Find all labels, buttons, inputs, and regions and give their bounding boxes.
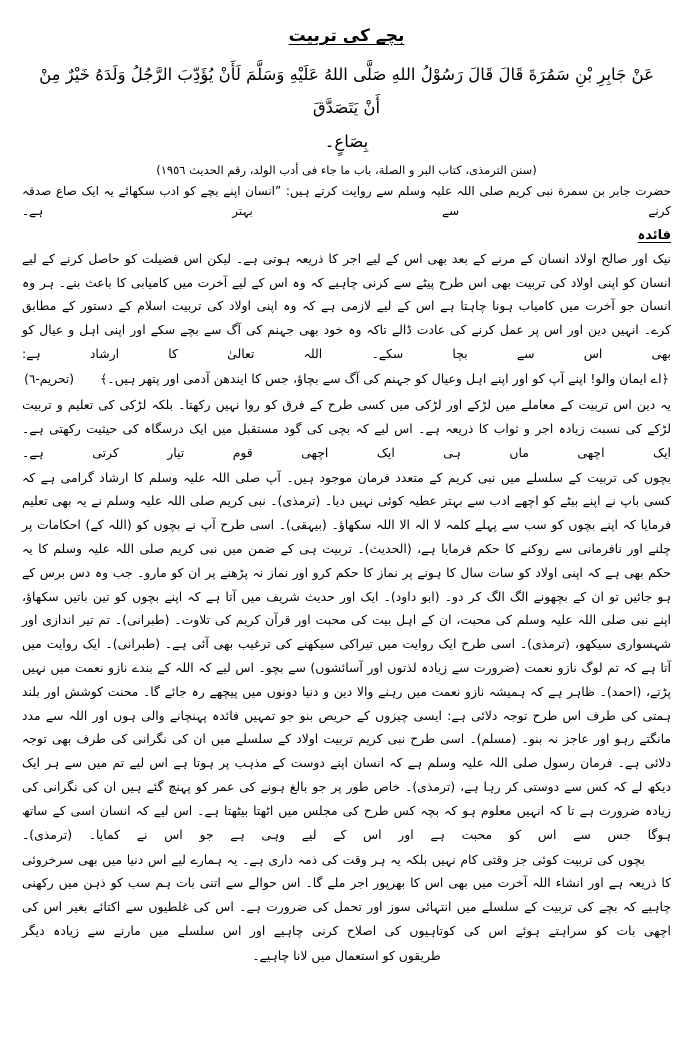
body-paragraph-1: نیک اور صالح اولاد انسان کے مرنے کے بعد بھی اس کے لیے اجر کا ذریعہ ہوتی ہے۔ لیکن اس فضیلت کو حاصل کرنے کے لیے انسان کو اپنی اولاد کی تربیت بھی اس طرح پیٹے سے کرنی چاہیے کہ وہ اس کے لیے آخرت میں کامیابی کا باعث بنے۔ ہر وہ انسان جو آخرت میں کامیاب ہونا چاہتا ہے اس کے لیے لازمی ہے کہ وہ اپنی اولاد کی تربیت اسلام کے دستور کے مطابق کرے۔ انہیں دین اور اس پر عمل کرنے کی عادت ڈالے تاکہ وہ خود بھی جہنم کی آگ سے بچے سکے اور اپنی اہل و عیال کو بھی اس سے بچا سکے۔ اللہ تعالیٰ کا ارشاد ہے: [22, 250, 671, 362]
body-paragraph-2: یہ دین اس تربیت کے معاملے میں لڑکے اور لڑکی میں کسی طرح کے فرق کو روا نہیں رکھتا۔ بلکہ لڑکی کی تعلیم و تربیت لڑکے کی نسبت زیادہ اجر و ثواب کا ذریعہ ہے۔ اس لیے کہ بچی کی گود مستقبل میں ایک درسگاہ کی حیثیت رکھتی ہے۔ ایک اچھی ماں ہی ایک اچھی قوم تیار کرتی ہے۔ [22, 397, 671, 460]
hadith-arabic-line-1: عَنْ جَابِرِ بْنِ سَمُرَةَ قَالَ قَالَ رَسُوْلُ اللهِ صَلَّى اللهُ عَلَيْهِ وَسَلَّمَ لَأَنْ يُؤَدِّبَ الرَّجُلُ وَلَدَهُ خَيْرٌ مِنْ أَنْ يَتَصَدَّقَ [39, 64, 654, 117]
body-paragraph-3: بچوں کی تربیت کے سلسلے میں نبی کریم کے متعدد فرمان موجود ہیں۔ آپ صلی اللہ علیہ وسلم کا ارشاد گرامی ہے کہ کسی باپ نے اپنے بیٹے کو اچھے ادب سے بہتر عطیہ کوئی نہیں دیا۔ (ترمذی)۔ نبی کریم صلی اللہ علیہ وسلم نے یہ بھی تعلیم فرمایا کہ اپنے بچوں کو سب سے پہلے کلمہ لا الہ الا اللہ سکھاؤ۔ (بیہقی)۔ اسی طرح آپ نے بچوں کو (اللہ کے) احکامات پر چلنے اور نافرمانی سے روکنے کا حکم فرمایا ہے، (الحدیث)۔ تربیت ہی کے ضمن میں نبی کریم صلی اللہ علیہ وسلم کا یہ حکم بھی ہے کہ اپنی اولاد کو سات سال کا ہونے پر نماز کا حکم کرو اور نماز نہ پڑھنے پر ان کو مارو۔ جب وہ دس برس کے ہو جائیں تو ان کے بچھونے الگ الگ کر دو۔ (ابو داود)۔ ایک اور حدیث شریف میں آتا ہے کہ اپنے بچوں کو تین باتیں سکھاؤ، اپنے نبی صلی اللہ علیہ وسلم کی محبت، ان کے اہل بیت کی محبت اور قرآن کریم کی تلاوت۔ (طبرانی)۔ تم تیر اندازی اور شہسواری سیکھو، (ترمذی)۔ اسی طرح ایک روایت میں تیراکی سیکھنے کی ترغیب بھی آئی ہے۔ (طبرانی)۔ ایک روایت میں آتا ہے کہ تم لوگ نازو نعمت (ضرورت سے زیادہ لذتوں اور آسائشوں) سے بچو۔ اس لیے کہ اللہ کے بندے نازو نعمت میں نہیں پڑتے، (احمد)۔ ظاہر ہے کہ ہمیشہ نازو نعمت میں رہنے والا دین و دنیا دونوں میں پیچھے رہ جائے گا۔ محنت کوشش اور بلند ہمتی کی طرف اس طرح توجہ دلائی ہے: ایسی چیزوں کے حریص بنو جو تمہیں فائدہ پہنچانے والی ہوں اور اللہ سے مدد مانگتے رہو اور عاجز نہ بنو۔ (مسلم)۔ اسی طرح نبی کریم تربیت اولاد کے سلسلے میں ان کی نگرانی کی طرف بھی توجہ دلائی ہے۔ فرمان رسول صلی اللہ علیہ وسلم ہے کہ انسان اپنے دوست کے مذہب پر ہوتا ہے اس لیے تم میں سے ہر ایک دیکھ لے کہ کس سے دوستی کر رہا ہے، (ترمذی)۔ خاص طور پر جو بالغ ہونے کی عمر کو پہنچ گئے ہیں ان کی نگرانی کی زیادہ ضرورت ہے تا کہ انہیں معلوم ہو کہ بچہ کس طرح کی مجلس میں اٹھتا بیٹھتا ہے۔ اس لیے کہ انسان اسی کے ساتھ ہوگا جس سے اس کو محبت ہے اور اس کے لیے وہی ہے جو اس نے کمایا۔ (ترمذی)۔ [22, 469, 671, 842]
hadith-translation: حضرت جابر بن سمرة نبی کریم صلی اللہ علیہ وسلم سے روایت کرتے ہیں: ”انسان اپنے بچے کو ادب سکھائے یہ ایک صاع صدقہ کرنے سے بہتر ہے۔ [22, 184, 671, 219]
section-heading-label: فائدہ [637, 227, 671, 243]
page-title-text: بچے کی تربیت [288, 26, 405, 46]
quran-verse-text: ﴿اے ایمان والو! اپنے آپ کو اور اپنے اہل وعیال کو جہنم کی آگ سے بچاؤ، جس کا ایندھن آدمی اور پتھر ہیں۔﴾ [100, 370, 669, 386]
hadith-arabic-line-2: بِصَاعٍ۔ [324, 131, 369, 151]
body-paragraph-4-tail: طریقوں کو استعمال میں لانا چاہیے۔ [252, 947, 441, 963]
quran-verse-row [22, 367, 671, 391]
page-title [22, 24, 671, 50]
quran-verse-reference: (تحریم-٦) [24, 371, 75, 386]
body-paragraph-4: بچوں کی تربیت کوئی جز وقتی کام نہیں بلکہ یہ ہر وقت کی ذمہ داری ہے۔ یہ ہمارے لیے اس دنیا میں بھی سرخروئی کا ذریعہ ہے اور انشاء اللہ آخرت میں بھی اس کا بھرپور اجر ملے گا۔ اس حوالے سے اتنی بات ہم سب کو ذہن میں رکھنی چاہیے کہ بچے کی تربیت کے سلسلے میں انتہائی سوز اور تحمل کی ضرورت ہے۔ اس کی غلطیوں سے اکتائے بغیر اس کی اچھی بات کو سراہتے ہوئے اس کی کوتاہیوں کی اصلاح کرنی چاہیے اور اس سلسلے میں مارنے سے زیادہ دیگر [22, 851, 671, 938]
section-heading-faida [22, 228, 671, 243]
hadith-citation: (سنن الترمذی، کتاب البر و الصلة، باب ما جاء فی أدب الولد، رقم الحدیث ١٩٥٦) [156, 162, 537, 177]
